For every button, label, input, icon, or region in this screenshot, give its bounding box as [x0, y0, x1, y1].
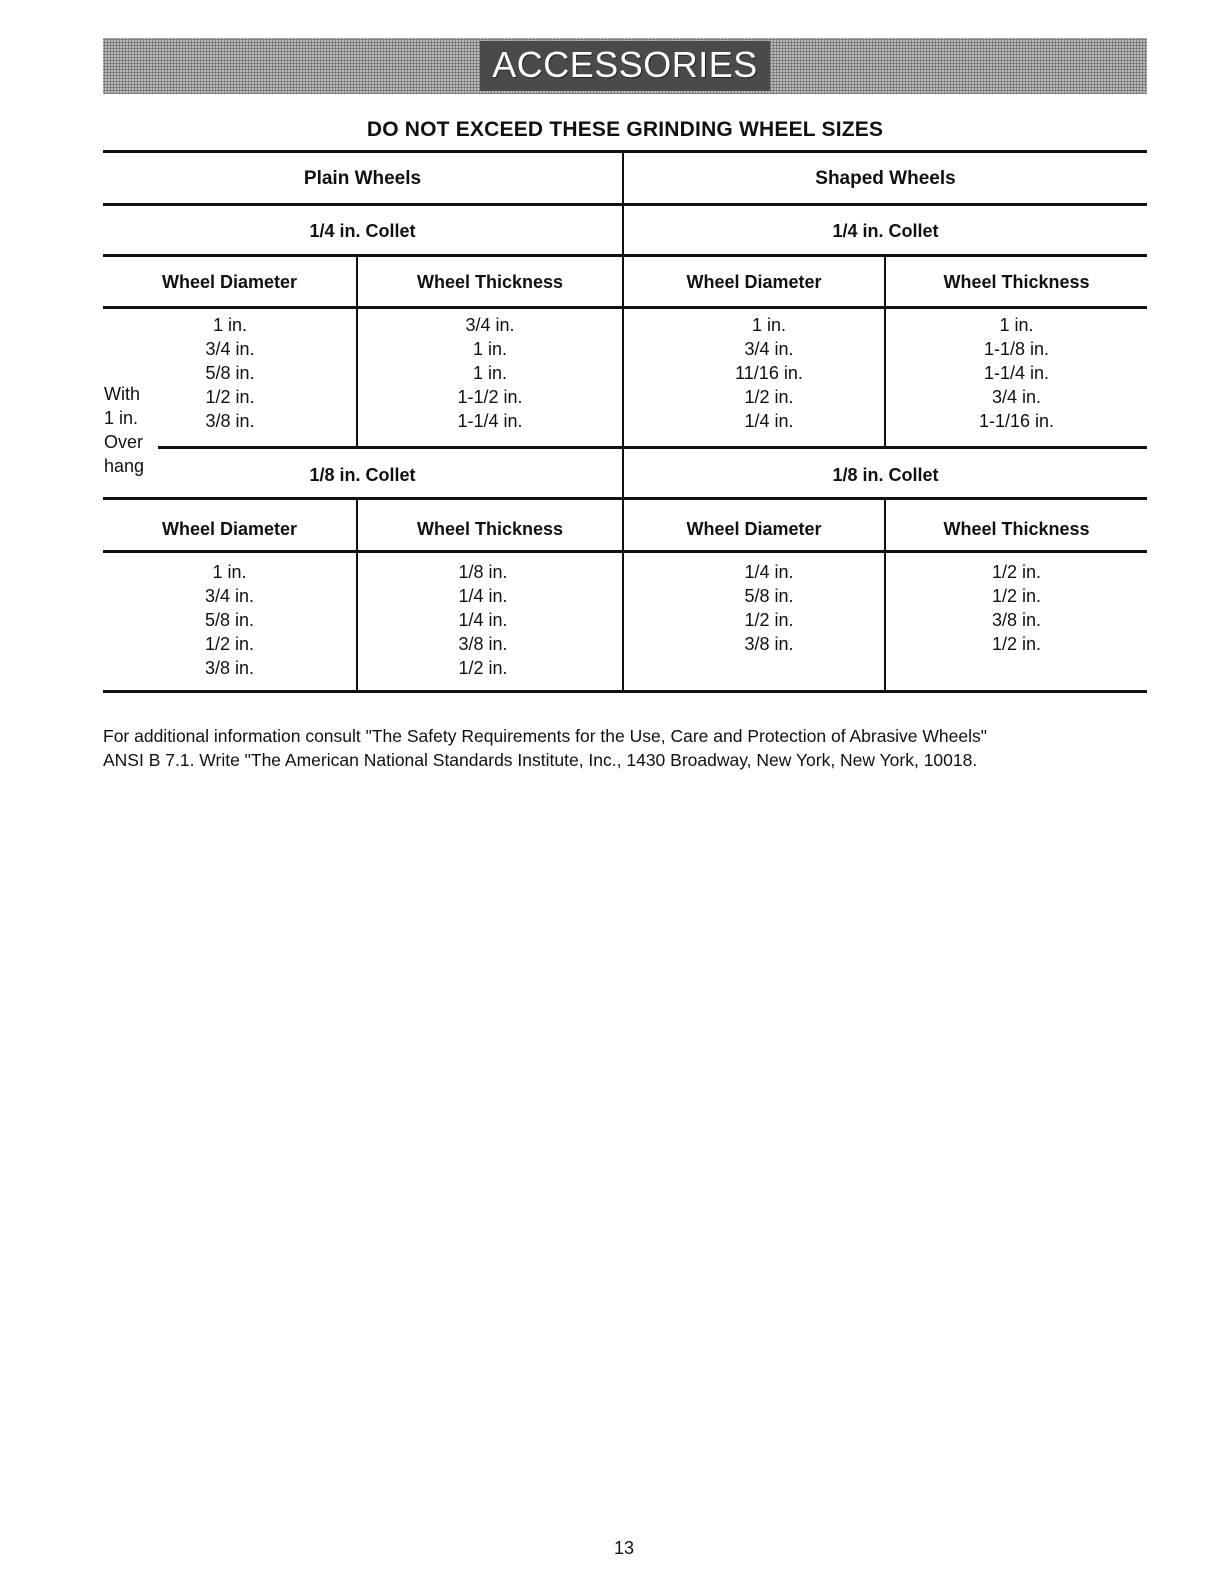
value-cell: 3/8 in. [204, 658, 255, 678]
section-banner [103, 38, 1147, 94]
value-cell: 1/2 in. [991, 562, 1042, 582]
footnote [103, 724, 1163, 772]
shaped-diameter-values-1-8 [624, 560, 914, 656]
footnote-line: For additional information consult "The Safety Requirements for the Use, Care and Protection of Abrasive Wheels" [103, 726, 987, 746]
value-cell: 1-1/8 in. [983, 339, 1050, 359]
value-cell: 1 in. [751, 315, 787, 335]
plain-collet-1-4: 1/4 in. Collet [309, 221, 416, 241]
value-cell: 1/4 in. [744, 562, 794, 582]
value-cell: 1/2 in. [991, 586, 1042, 606]
value-cell: 1/2 in. [204, 634, 255, 654]
table-rule-header-1 [103, 306, 1147, 309]
col-header-plain-diameter: Wheel Diameter [161, 272, 298, 292]
overhang-label-line: Over [104, 432, 144, 452]
plain-diameter-values-1-8 [103, 560, 356, 680]
overhang-label-line: 1 in. [104, 408, 139, 428]
value-cell: 1/2 in. [991, 634, 1042, 654]
shaped-thickness-values-1-8 [886, 560, 1147, 656]
value-cell: 1-1/4 in. [457, 411, 523, 431]
value-cell: 1-1/2 in. [457, 387, 523, 407]
value-cell: 1/2 in. [458, 658, 508, 678]
value-cell: 1-1/4 in. [983, 363, 1050, 383]
table-rule-group [103, 203, 1147, 206]
value-cell: 3/8 in. [458, 634, 508, 654]
value-cell: 3/4 in. [991, 387, 1042, 407]
table-rule-collet-2 [103, 497, 1147, 500]
value-cell: 3/8 in. [744, 634, 794, 654]
table-rule-bottom [103, 690, 1147, 693]
value-cell: 1 in. [472, 363, 508, 383]
plain-thickness-values-1-8 [358, 560, 608, 680]
shaped-collet-1-4: 1/4 in. Collet [832, 221, 939, 241]
plain-thickness-values-1-4 [358, 313, 622, 433]
value-cell: 1 in. [999, 315, 1034, 335]
overhang-label-line: With [104, 384, 140, 404]
value-cell: 1/2 in. [205, 387, 255, 407]
value-cell: 1 in. [212, 562, 247, 582]
table-rule-header-2 [103, 550, 1147, 553]
footnote-line: ANSI B 7.1. Write "The American National Standards Institute, Inc., 1430 Broadway, New York, New York, 10018. [103, 750, 978, 770]
col-header-plain-diameter: Wheel Diameter [161, 519, 298, 539]
value-cell: 3/8 in. [205, 411, 255, 431]
value-cell: 1/2 in. [744, 387, 794, 407]
value-cell: 1 in. [212, 315, 248, 335]
value-cell: 3/4 in. [205, 339, 255, 359]
col-header-plain-thickness: Wheel Thickness [416, 519, 564, 539]
shaped-wheels-header: Shaped Wheels [815, 168, 956, 189]
shaped-thickness-values-1-4 [886, 313, 1147, 433]
overhang-label-line: hang [104, 456, 145, 476]
plain-wheels-header: Plain Wheels [303, 168, 422, 189]
value-cell: 1/8 in. [458, 562, 508, 582]
plain-collet-1-8: 1/8 in. Collet [309, 465, 416, 485]
plain-diameter-values-1-4 [200, 313, 260, 433]
value-cell: 1/4 in. [458, 586, 508, 606]
value-cell: 1 in. [472, 339, 508, 359]
shaped-collet-1-8: 1/8 in. Collet [832, 465, 939, 485]
value-cell: 1/4 in. [744, 411, 794, 431]
col-header-shaped-diameter: Wheel Diameter [686, 519, 822, 539]
table-rule-collet-1 [103, 254, 1147, 257]
table-rule-top [103, 150, 1147, 153]
value-cell: 1-1/16 in. [978, 411, 1055, 431]
value-cell: 3/4 in. [204, 586, 255, 606]
value-cell: 3/4 in. [744, 339, 794, 359]
col-header-shaped-thickness: Wheel Thickness [943, 519, 1090, 539]
value-cell: 1/2 in. [744, 610, 794, 630]
value-cell: 11/16 in. [735, 363, 803, 383]
value-cell: 5/8 in. [205, 363, 255, 383]
value-cell: 1/4 in. [458, 610, 508, 630]
col-header-plain-thickness: Wheel Thickness [416, 272, 564, 292]
table-rule-mid [158, 446, 1147, 449]
col-header-shaped-thickness: Wheel Thickness [943, 272, 1090, 292]
table-title: DO NOT EXCEED THESE GRINDING WHEEL SIZES [366, 118, 884, 141]
overhang-label [104, 382, 144, 478]
value-cell: 3/4 in. [465, 315, 515, 335]
banner-title: ACCESSORIES [480, 41, 770, 91]
shaped-diameter-values-1-4 [624, 313, 914, 433]
value-cell: 5/8 in. [204, 610, 255, 630]
page-number: 13 [613, 1538, 635, 1558]
value-cell: 3/8 in. [991, 610, 1042, 630]
value-cell: 5/8 in. [744, 586, 794, 606]
col-header-shaped-diameter: Wheel Diameter [686, 272, 822, 292]
